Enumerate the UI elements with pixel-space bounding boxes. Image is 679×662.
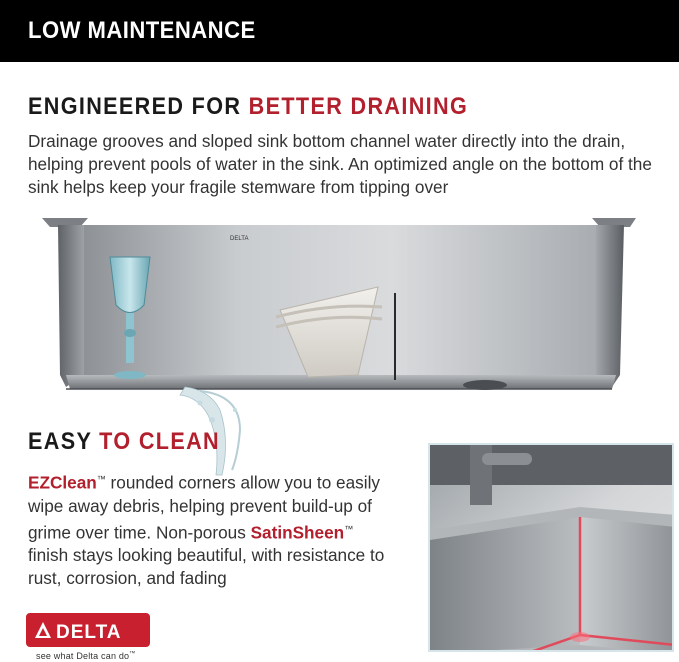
header-bar bbox=[0, 0, 679, 62]
delta-logo bbox=[26, 613, 150, 647]
trademark: ™ bbox=[129, 651, 136, 657]
sink-floor bbox=[66, 375, 616, 389]
sink-right-wall bbox=[580, 517, 674, 652]
section-heading-clean bbox=[28, 428, 220, 456]
sink-left-wall bbox=[430, 517, 580, 652]
page-title: LOW MAINTENANCE bbox=[28, 17, 256, 44]
clean-text: finish stays looking beautiful, with resistance to rust, corrosion, and fading bbox=[28, 545, 385, 589]
heading-text: EASY bbox=[28, 428, 100, 455]
trademark: ™ bbox=[344, 523, 354, 534]
sink-corner-photo bbox=[428, 443, 674, 652]
trademark: ™ bbox=[96, 474, 106, 484]
right-wall bbox=[596, 225, 624, 387]
drain-icon bbox=[463, 380, 507, 390]
draining-description: Drainage grooves and sloped sink bottom channel water directly into the drain, helping prevent pools of water in the sink. An optimized angle on the bottom of the sink helps keep your fragile stemware from tipping over bbox=[28, 131, 652, 197]
heading-text: ENGINEERED FOR bbox=[28, 93, 249, 120]
section-heading-draining bbox=[28, 93, 468, 121]
tagline-text: see what Delta can do bbox=[36, 651, 130, 661]
heading-highlight: BETTER DRAINING bbox=[248, 93, 469, 120]
clean-text: rounded corners allow you to easily wipe away debris, helping prevent build-up of grime over time. Non-porous bbox=[28, 472, 380, 543]
ezclean-label: EZClean bbox=[28, 472, 97, 493]
sink-brand-mark: DELTA bbox=[230, 236, 249, 242]
brand-tagline bbox=[36, 651, 135, 661]
heading-highlight: TO CLEAN bbox=[99, 428, 220, 455]
logo-text: DELTA bbox=[56, 622, 122, 643]
left-wall bbox=[58, 225, 84, 387]
satinsheen-label: SatinSheen bbox=[250, 522, 345, 543]
clean-description bbox=[28, 468, 388, 590]
